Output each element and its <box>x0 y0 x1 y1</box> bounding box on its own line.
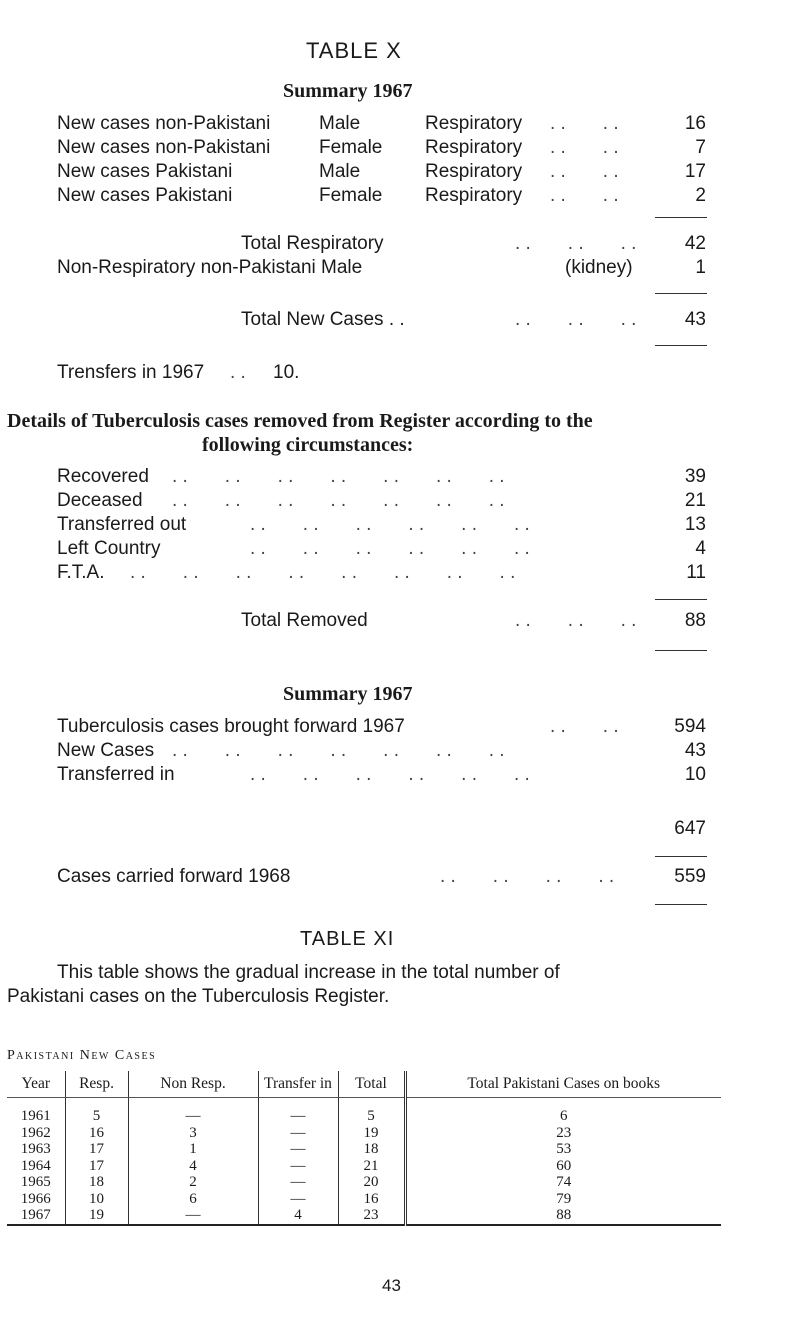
summary-item-value: 10 <box>684 764 706 785</box>
table-row <box>7 1207 721 1225</box>
new-case-value: 17 <box>684 161 706 182</box>
table-header-row <box>7 1071 721 1098</box>
new-case-sex: Male <box>319 161 361 182</box>
leader-dots: . . . . <box>550 137 619 158</box>
cell-transfer-in: — <box>258 1125 338 1142</box>
removed-item-label: Left Country <box>57 538 161 559</box>
table-xi-intro-line2: Pakistani cases on the Tuberculosis Register. <box>7 986 390 1007</box>
carried-forward-value: 559 <box>674 866 706 887</box>
cell-year: 1965 <box>7 1174 65 1191</box>
cell-resp: 17 <box>65 1158 128 1175</box>
non-respiratory-value: 1 <box>695 257 706 278</box>
new-case-sex: Male <box>319 113 361 134</box>
cell-total-on-books: 23 <box>556 1124 572 1141</box>
cell-total: 21 <box>338 1158 405 1175</box>
leader-dots: . . . . . . . . <box>440 866 615 887</box>
table-x-title: TABLE X <box>306 38 402 63</box>
leader-dots: . . . . . . . . . . . . <box>250 764 530 785</box>
removed-item-value: 4 <box>695 538 706 559</box>
non-respiratory-note: (kidney) <box>565 257 633 278</box>
header-total: Total <box>338 1071 405 1098</box>
leader-dots: . . . . . . . . . . . . . . <box>172 490 505 511</box>
table-xi-caption: Pakistani New Cases <box>7 1048 157 1063</box>
leader-dots: . . . . <box>550 716 619 737</box>
cell-year: 1961 <box>7 1098 65 1125</box>
table-row <box>7 1191 721 1208</box>
cell-resp: 10 <box>65 1191 128 1208</box>
page-number: 43 <box>382 1276 401 1295</box>
leader-dots: . . . . . . . . . . . . <box>250 514 530 535</box>
header-total-on-books: Total Pakistani Cases on books <box>405 1071 721 1098</box>
new-case-origin: New cases Pakistani <box>57 161 233 182</box>
total-removed-label: Total Removed <box>241 610 368 631</box>
cell-year: 1966 <box>7 1191 65 1208</box>
removed-item-label: Recovered <box>57 466 149 487</box>
cell-resp: 18 <box>65 1174 128 1191</box>
cell-resp: 5 <box>65 1098 128 1125</box>
summary-1967-title: Summary 1967 <box>283 683 413 705</box>
removed-item-value: 39 <box>684 466 706 487</box>
cell-year: 1964 <box>7 1158 65 1175</box>
new-case-type: Respiratory <box>425 113 523 134</box>
new-case-sex: Female <box>319 137 383 158</box>
cell-total-on-books: 88 <box>405 1207 721 1225</box>
cell-total-on-books: 53 <box>556 1141 572 1158</box>
cell-year: 1967 <box>7 1207 65 1225</box>
summary-item-label: New Cases <box>57 740 155 761</box>
cell-non-resp: 2 <box>128 1174 258 1191</box>
summary-item-value: 43 <box>684 740 706 761</box>
cell-total: 23 <box>338 1207 405 1225</box>
leader-dots: . . . . . . . . . . . . . . . . <box>130 562 516 583</box>
cell-resp: 16 <box>65 1125 128 1142</box>
removed-item-label: Transferred out <box>57 514 187 535</box>
summary-subtotal: 647 <box>674 818 706 839</box>
cell-transfer-in: — <box>258 1098 338 1125</box>
rule <box>655 345 707 346</box>
table-row <box>7 1158 721 1175</box>
cell-total: 18 <box>338 1141 405 1158</box>
cell-non-resp: 6 <box>128 1191 258 1208</box>
rule <box>655 217 707 218</box>
cell-non-resp: 3 <box>128 1125 258 1142</box>
removed-heading-line1: Details of Tuberculosis cases removed from Register according to the <box>7 410 593 432</box>
removed-heading-line2: following circumstances: <box>202 434 414 456</box>
table-row <box>7 1141 721 1158</box>
summary-title: Summary 1967 <box>283 80 413 102</box>
leader-dots: . . <box>230 362 246 383</box>
leader-dots: . . . . <box>550 185 619 206</box>
rule <box>655 856 707 857</box>
cell-total-on-books: 74 <box>556 1174 572 1191</box>
cell-total: 16 <box>338 1191 405 1208</box>
pakistani-cases-table <box>7 1071 721 1226</box>
total-removed-value: 88 <box>684 610 706 631</box>
removed-item-label: Deceased <box>57 490 143 511</box>
cell-resp: 19 <box>65 1207 128 1225</box>
new-case-value: 16 <box>684 113 706 134</box>
leader-dots: . . . . . . . . . . . . . . <box>172 740 505 761</box>
leader-dots: . . . . . . <box>515 309 637 330</box>
table-row <box>7 1174 721 1191</box>
cell-non-resp: 4 <box>128 1158 258 1175</box>
new-case-origin: New cases non-Pakistani <box>57 113 271 134</box>
new-case-sex: Female <box>319 185 383 206</box>
leader-dots: . . . . . . . . . . . . <box>250 538 530 559</box>
new-case-origin: New cases Pakistani <box>57 185 233 206</box>
cell-total-on-books: 79 <box>556 1190 572 1207</box>
new-case-type: Respiratory <box>425 137 523 158</box>
new-case-value: 2 <box>695 185 706 206</box>
rule <box>655 293 707 294</box>
summary-item-value: 594 <box>674 716 706 737</box>
total-new-cases-label: Total New Cases . . <box>241 309 405 330</box>
table-xi-intro-line1: This table shows the gradual increase in the total number of <box>57 962 560 983</box>
transfers-value: 10. <box>273 362 300 383</box>
cell-total: 5 <box>338 1098 405 1125</box>
leader-dots: . . . . <box>550 161 619 182</box>
new-case-value: 7 <box>695 137 706 158</box>
removed-item-value: 13 <box>684 514 706 535</box>
cell-resp: 17 <box>65 1141 128 1158</box>
cell-non-resp: — <box>128 1207 258 1225</box>
leader-dots: . . . . <box>550 113 619 134</box>
total-respiratory-value: 42 <box>684 233 706 254</box>
cell-transfer-in: — <box>258 1174 338 1191</box>
rule <box>655 650 707 651</box>
leader-dots: . . . . . . <box>515 610 637 631</box>
cell-total-on-books: 60 <box>556 1157 572 1174</box>
header-year: Year <box>7 1071 65 1098</box>
summary-item-label: Tuberculosis cases brought forward 1967 <box>57 716 405 737</box>
rule <box>655 904 707 905</box>
new-case-type: Respiratory <box>425 161 523 182</box>
total-respiratory-label: Total Respiratory <box>241 233 384 254</box>
cell-total-on-books: 6 <box>560 1108 568 1125</box>
non-respiratory-label: Non-Respiratory non-Pakistani Male <box>57 257 363 278</box>
removed-item-value: 11 <box>686 562 706 583</box>
cell-non-resp: — <box>128 1098 258 1125</box>
cell-transfer-in: 4 <box>258 1207 338 1225</box>
cell-non-resp: 1 <box>128 1141 258 1158</box>
header-transfer-in: Transfer in <box>258 1071 338 1098</box>
new-case-origin: New cases non-Pakistani <box>57 137 271 158</box>
new-case-type: Respiratory <box>425 185 523 206</box>
header-non-resp: Non Resp. <box>128 1071 258 1098</box>
removed-item-value: 21 <box>684 490 706 511</box>
cell-transfer-in: — <box>258 1191 338 1208</box>
cell-year: 1962 <box>7 1125 65 1142</box>
total-new-cases-value: 43 <box>684 309 706 330</box>
summary-item-label: Transferred in <box>57 764 175 785</box>
cell-year: 1963 <box>7 1141 65 1158</box>
leader-dots: . . . . . . . . . . . . . . <box>172 466 505 487</box>
table-row <box>7 1125 721 1142</box>
carried-forward-label: Cases carried forward 1968 <box>57 866 291 887</box>
rule <box>655 599 707 600</box>
table-xi-title: TABLE XI <box>300 928 395 950</box>
cell-transfer-in: — <box>258 1141 338 1158</box>
table-row <box>7 1098 721 1125</box>
transfers-label: Trensfers in 1967 <box>57 362 205 383</box>
leader-dots: . . . . . . <box>515 233 637 254</box>
cell-transfer-in: — <box>258 1158 338 1175</box>
removed-item-label: F.T.A. <box>57 562 105 583</box>
cell-total: 19 <box>338 1125 405 1142</box>
cell-total: 20 <box>338 1174 405 1191</box>
header-resp: Resp. <box>65 1071 128 1098</box>
